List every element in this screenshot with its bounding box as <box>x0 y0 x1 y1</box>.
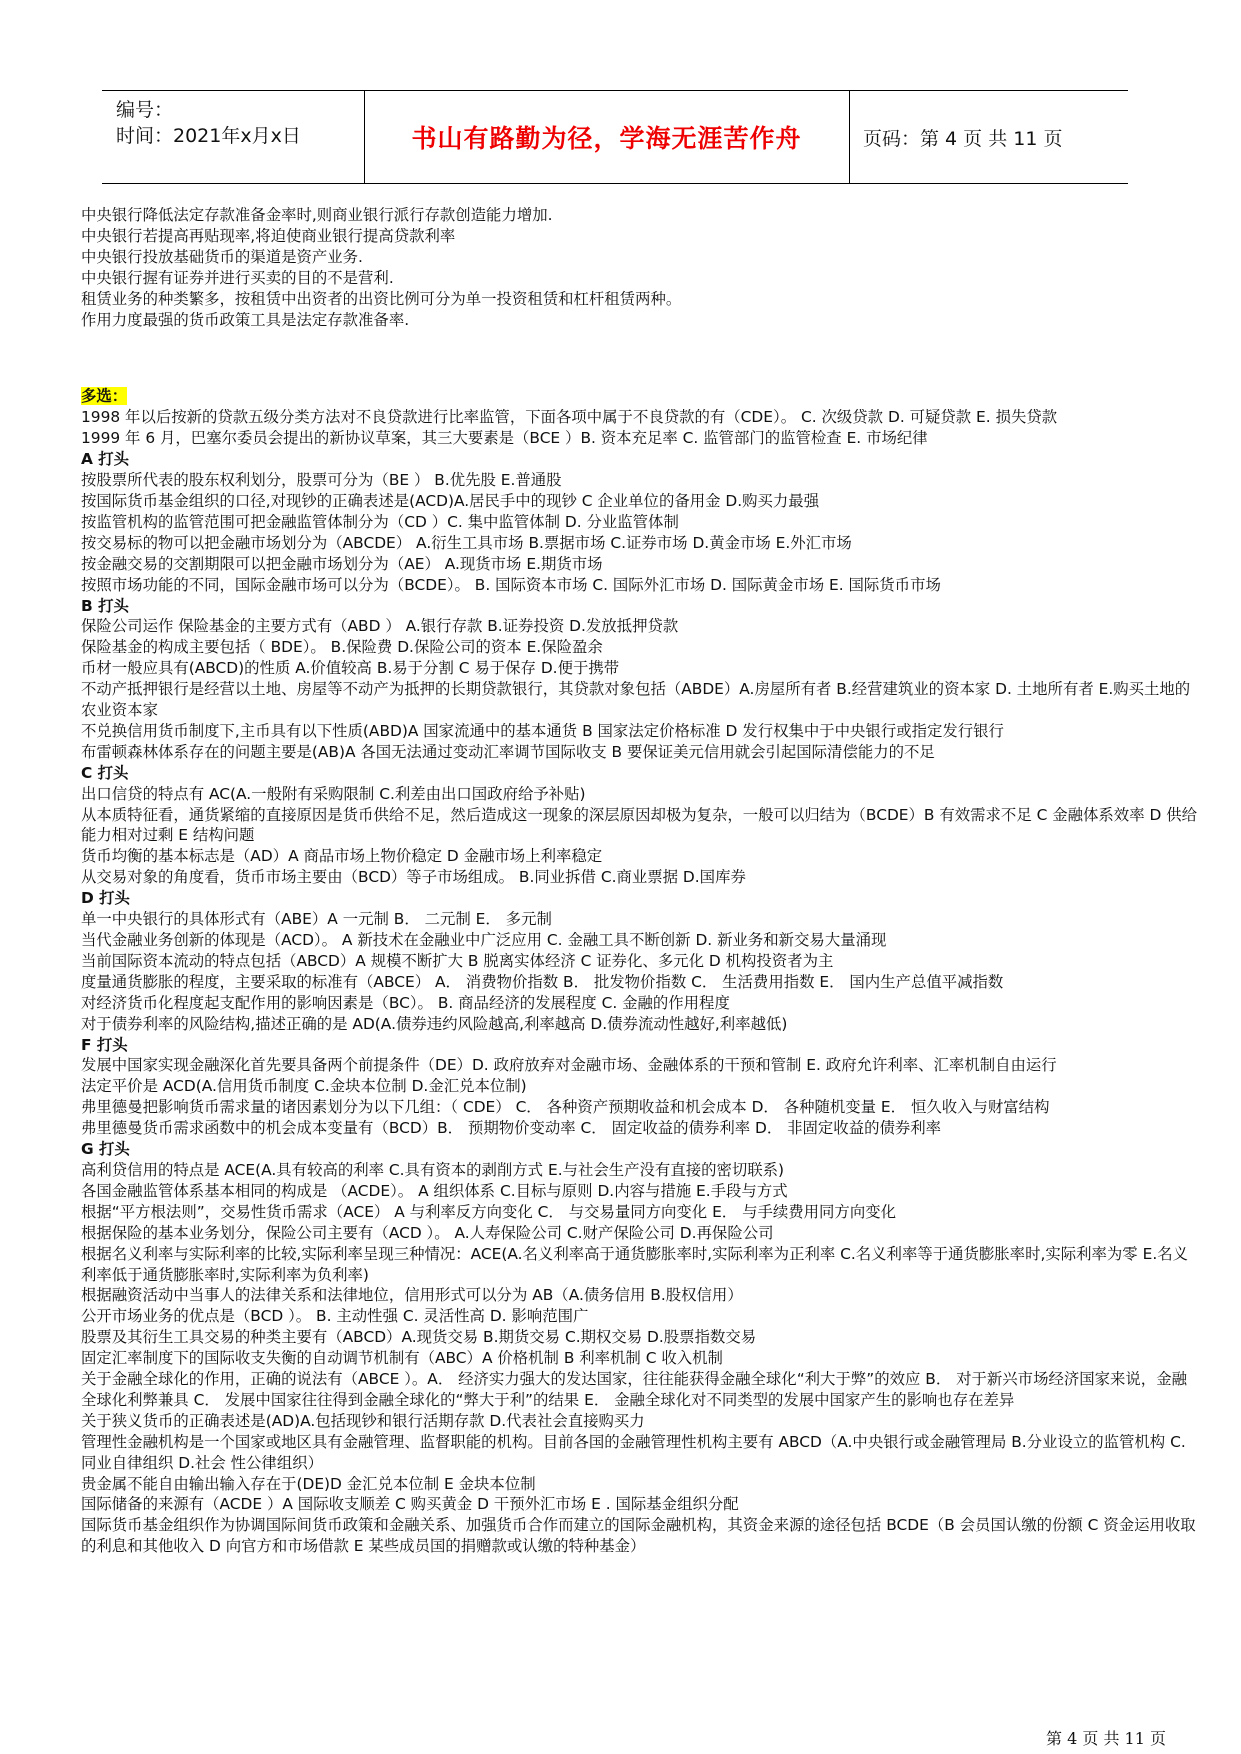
question-line: 对于债券利率的风险结构,描述正确的是 AD(A.债券违约风险越高,利率越高 D.债券流动性越好,利率越低) <box>81 1014 788 1033</box>
question-line: 弗里德曼把影响货币需求量的诸因素划分为以下几组：（ CDE） C． 各种资产预期收益和机会成本 D． 各种随机变量 E． 恒久收入与财富结构 <box>81 1098 1050 1117</box>
question-line: 按金融交易的交割期限可以把金融市场划分为（AE） A.现货市场 E.期货市场 <box>81 554 603 573</box>
question-line: 各国金融监管体系基本相同的构成是 （ACDE）。 A 组织体系 C.目标与原则 D.内容与措施 E.手段与方式 <box>81 1181 788 1200</box>
header-motto-cell <box>364 91 850 183</box>
question-line: 不动产抵押银行是经营以土地、房屋等不动产为抵押的长期贷款银行，其贷款对象包括（ABDE）A.房屋所有者 B.经营建筑业的资本家 D. 土地所有者 E.购买土地的农业资本家 <box>81 680 1191 720</box>
question-line: 当代金融业务创新的体现是（ACD）。 A 新技术在金融业中广泛应用 C. 金融工具不断创新 D. 新业务和新交易大量涌现 <box>81 931 887 949</box>
question-line: 根据“平方根法则”，交易性货币需求（ACE） A 与利率反方向变化 C． 与交易量同方向变化 E． 与手续费用同方向变化 <box>81 1202 896 1221</box>
question-line: 对经济货币化程度起支配作用的影响因素是（BC）。 B. 商品经济的发展程度 C. 金融的作用程度 <box>81 993 730 1012</box>
question-line: 贵金属不能自由输出输入存在于(DE)D 金汇兑本位制 E 金块本位制 <box>81 1474 536 1493</box>
question-line: 发展中国家实现金融深化首先要具备两个前提条件（DE）D. 政府放弃对金融市场、金融体系的干预和管制 E. 政府允许利率、汇率机制自由运行 <box>81 1056 1057 1075</box>
question-line: 公开市场业务的优点是（BCD ）。 B. 主动性强 C. 灵活性高 D. 影响范围广 <box>81 1307 589 1326</box>
statement-line: 中央银行投放基础货币的渠道是资产业务. <box>81 247 363 266</box>
motto: 书山有路勤为径，学海无涯苦作舟 <box>411 124 802 153</box>
question-line: 当前国际资本流动的特点包括（ABCD）A 规模不断扩大 B 脱离实体经济 C 证券化、多元化 D 机构投资者为主 <box>81 951 834 970</box>
page-footer: 第 4 页 共 11 页 <box>1046 1729 1166 1748</box>
question-line: 根据融资活动中当事人的法律关系和法律地位，信用形式可以分为 AB（A.债务信用 B.股权信用） <box>81 1286 743 1305</box>
question-line: 度量通货膨胀的程度，主要采取的标准有（ABCE） A． 消费物价指数 B． 批发物价指数 C． 生活费用指数 E． 国内生产总值平减指数 <box>81 972 1004 991</box>
question-line: 按交易标的物可以把金融市场划分为（ABCDE） A.衍生工具市场 B.票据市场 C.证券市场 D.黄金市场 E.外汇市场 <box>81 533 852 552</box>
section-title: D 打头 <box>81 889 130 908</box>
page-header <box>102 90 1128 184</box>
question-line: 高利贷信用的特点是 ACE(A.具有较高的利率 C.具有资本的剥削方式 E.与社会生产没有直接的密切联系) <box>81 1160 785 1179</box>
question-line: 保险公司运作 保险基金的主要方式有（ABD ） A.银行存款 B.证券投资 D.发放抵押贷款 <box>81 617 679 636</box>
question-line: 货币均衡的基本标志是（AD）A 商品市场上物价稳定 D 金融市场上利率稳定 <box>81 847 603 866</box>
question-line: 按国际货币基金组织的口径,对现钞的正确表述是(ACD)A.居民手中的现钞 C 企业单位的备用金 D.购买力最强 <box>81 491 820 510</box>
question-line: 保险基金的构成主要包括（ BDE）。 B.保险费 D.保险公司的资本 E.保险盈余 <box>81 638 603 657</box>
question-line: 弗里德曼货币需求函数中的机会成本变量有（BCD）B． 预期物价变动率 C． 固定收益的债券利率 D． 非固定收益的债券利率 <box>81 1119 942 1138</box>
question-line: 关于金融全球化的作用，正确的说法有（ABCE ）。A． 经济实力强大的发达国家，往往能获得金融全球化“利大于弊”的效应 B． 对于新兴市场经济国家来说，金融全球化利弊兼具 C． 发展中国家往往得到金融全球化的“弊大于利”的结果 E． 金融全球化对不同类型的发展中国家产生的影响也存在差异 <box>81 1370 1187 1409</box>
question-line: 根据名义利率与实际利率的比较,实际利率呈现三种情况：ACE(A.名义利率高于通货膨胀率时,实际利率为正利率 C.名义利率等于通货膨胀率时,实际利率为零 E.名义利率低于通货膨胀率时,实际利率为负利率) <box>81 1244 1188 1284</box>
section-title: A 打头 <box>81 450 130 469</box>
statement-line: 作用力度最强的货币政策工具是法定存款准备率. <box>81 310 410 329</box>
question-line: 按股票所代表的股东权利划分，股票可分为（BE ） B.优先股 E.普通股 <box>81 471 562 490</box>
question-line: 1998 年以后按新的贷款五级分类方法对不良贷款进行比率监管，下面各项中属于不良贷款的有（CDE）。 C. 次级贷款 D. 可疑贷款 E. 损失贷款 <box>81 408 1058 427</box>
section-title: B 打头 <box>81 596 129 615</box>
statement-line: 中央银行若提高再贴现率,将迫使商业银行提高贷款利率 <box>81 226 456 245</box>
question-line: 国际货币基金组织作为协调国际间货币政策和金融关系、加强货币合作而建立的国际金融机构，其资金来源的途径包括 BCDE（B 会员国认缴的份额 C 资金运用收取的利息和其他收入 D 向官方和市场借款 E 某些成员国的捐赠款或认缴的特种基金） <box>81 1516 1196 1556</box>
question-line: 国际储备的来源有（ACDE ）A 国际收支顺差 C 购买黄金 D 干预外汇市场 E . 国际基金组织分配 <box>81 1495 739 1514</box>
question-line: 从本质特征看，通货紧缩的直接原因是货币供给不足，然后造成这一现象的深层原因却极为复杂，一般可以归结为（BCDE）B 有效需求不足 C 金融体系效率 D 供给能力相对过剩 E 结构问题 <box>81 805 1198 845</box>
multi-heading: 多选： <box>81 387 128 406</box>
page-label: 页码：第 4 页 共 11 页 <box>863 127 1063 150</box>
question-line: 从交易对象的角度看，货币市场主要由（BCD）等子市场组成。 B.同业拆借 C.商业票据 D.国库券 <box>81 868 746 887</box>
question-line: 根据保险的基本业务划分，保险公司主要有（ACD ）。 A.人寿保险公司 C.财产保险公司 D.再保险公司 <box>81 1223 774 1242</box>
statement-line: 中央银行降低法定存款准备金率时,则商业银行派行存款创造能力增加. <box>81 206 553 224</box>
question-line: 管理性金融机构是一个国家或地区具有金融管理、监督职能的机构。目前各国的金融管理性机构主要有 ABCD（A.中央银行或金融管理局 B.分业设立的监管机构 C.同业自律组织 D.社会 性公律组织） <box>81 1432 1186 1472</box>
statement-line: 中央银行握有证券并进行买卖的目的不是营利. <box>81 268 394 287</box>
true-false-block <box>81 205 1197 330</box>
time-label: 时间：2021年x月x日 <box>116 125 301 147</box>
number-label: 编号： <box>116 99 174 121</box>
section-title: G 打头 <box>81 1140 130 1159</box>
question-line: 布雷顿森林体系存在的问题主要是(AB)A 各国无法通过变动汇率调节国际收支 B 要保证美元信用就会引起国际清偿能力的不足 <box>81 742 935 761</box>
header-meta <box>102 91 365 183</box>
question-line: 按监管机构的监管范围可把金融监管体制分为（CD ）C. 集中监管体制 D. 分业监管体制 <box>81 512 679 531</box>
question-line: 不兑换信用货币制度下,主币具有以下性质(ABD)A 国家流通中的基本通货 B 国家法定价格标准 D 发行权集中于中央银行或指定发行银行 <box>81 721 1004 740</box>
question-line: 按照市场功能的不同，国际金融市场可以分为（BCDE）。 B. 国际资本市场 C. 国际外汇市场 D. 国际黄金市场 E. 国际货币市场 <box>81 575 941 594</box>
sections <box>81 449 1197 1557</box>
question-line: 固定汇率制度下的国际收支失衡的自动调节机制有（ABC）A 价格机制 B 利率机制 C 收入机制 <box>81 1349 723 1368</box>
statement-line: 租赁业务的种类繁多，按租赁中出资者的出资比例可分为单一投资租赁和杠杆租赁两种。 <box>81 289 682 308</box>
section-title: C 打头 <box>81 763 129 782</box>
question-line: 股票及其衍生工具交易的种类主要有（ABCD）A.现货交易 B.期货交易 C.期权交易 D.股票指数交易 <box>81 1328 757 1347</box>
question-line: 币材一般应具有(ABCD)的性质 A.价值较高 B.易于分割 C 易于保存 D.便于携带 <box>81 659 620 678</box>
question-line: 法定平价是 ACD(A.信用货币制度 C.金块本位制 D.金汇兑本位制) <box>81 1077 527 1096</box>
question-line: 出口信贷的特点有 AC(A.一般附有采购限制 C.利差由出口国政府给予补贴) <box>81 784 586 803</box>
question-line: 关于狭义货币的正确表述是(AD)A.包括现钞和银行活期存款 D.代表社会直接购买力 <box>81 1411 645 1430</box>
document-body <box>81 205 1197 1557</box>
question-line: 1999 年 6 月，巴塞尔委员会提出的新协议草案，其三大要素是（BCE ）B. 资本充足率 C. 监管部门的监管检查 E. 市场纪律 <box>81 429 928 448</box>
question-line: 单一中央银行的具体形式有（ABE）A 一元制 B． 二元制 E． 多元制 <box>81 910 552 929</box>
header-page-cell <box>849 91 1128 183</box>
section-title: F 打头 <box>81 1035 128 1054</box>
